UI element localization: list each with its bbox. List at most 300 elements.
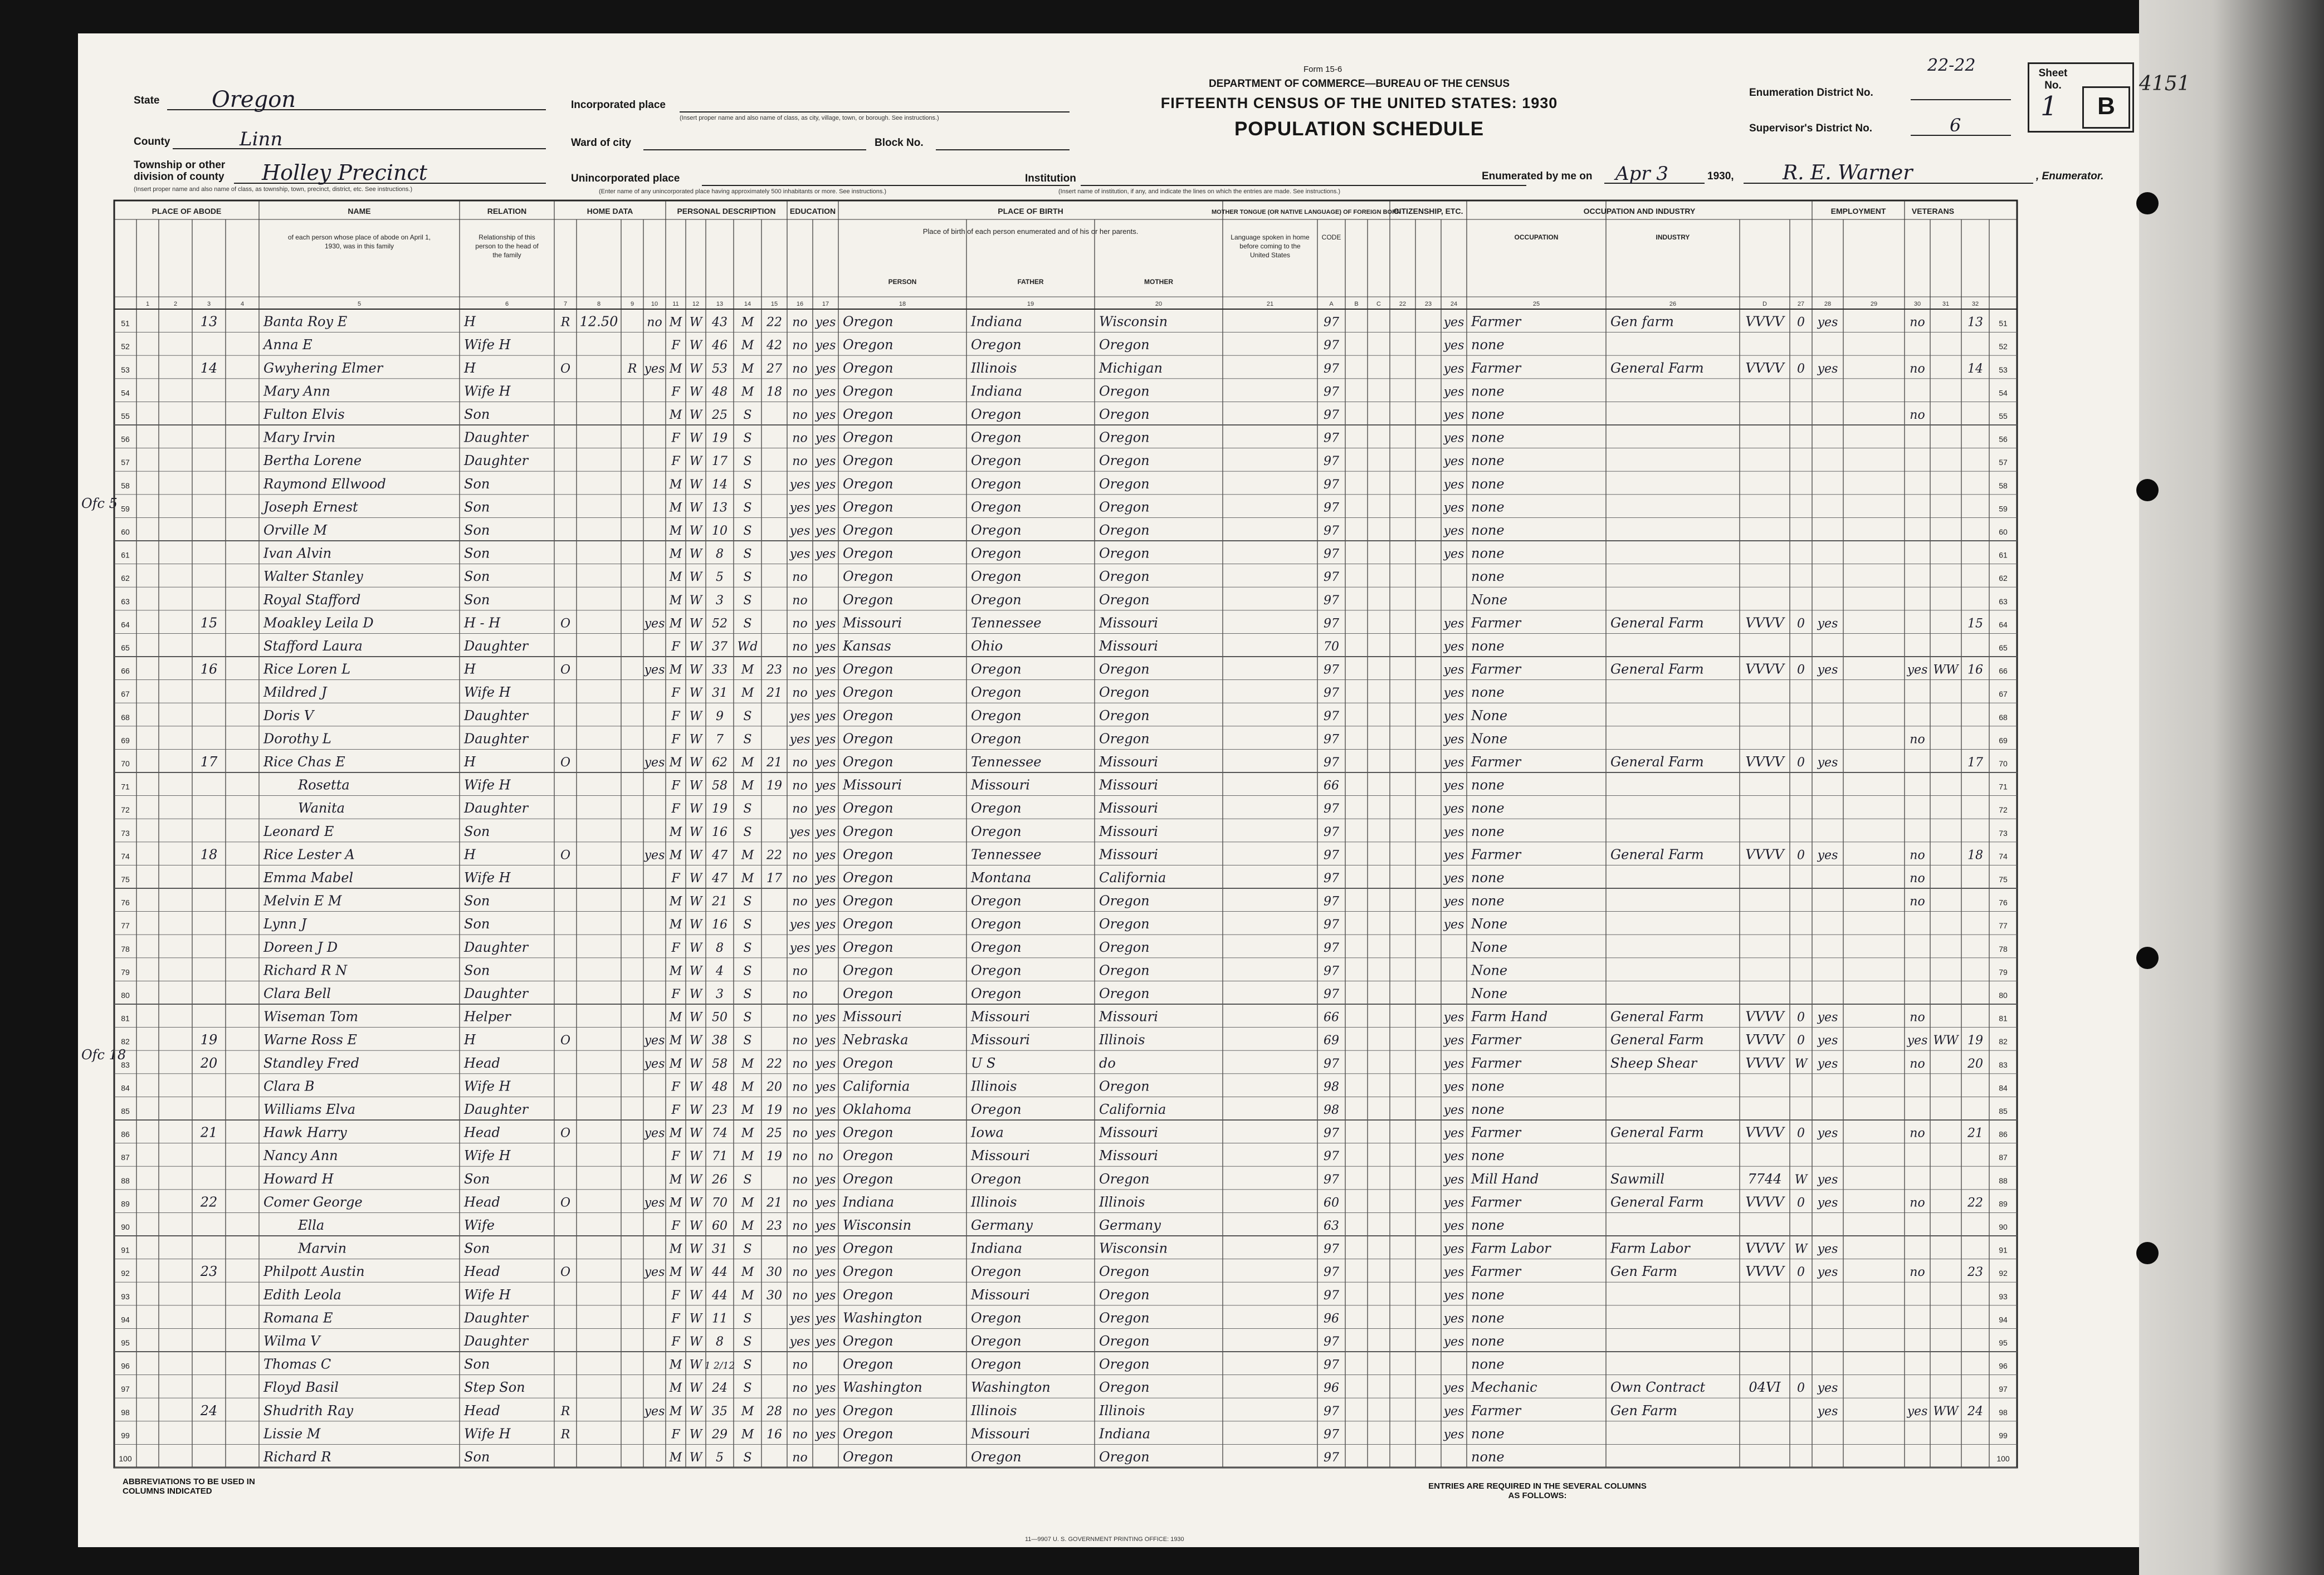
line-number: 80 <box>121 991 130 1000</box>
cell-marital: M <box>741 756 754 770</box>
cell-father: Washington <box>971 1380 1051 1396</box>
cell-race: W <box>689 408 702 422</box>
cell-father: Oregon <box>971 684 1022 701</box>
column-number: 17 <box>822 301 829 307</box>
cell-ind-code: VVVV <box>1745 314 1784 330</box>
column-number: 7 <box>563 301 568 307</box>
cell-farm-no: 24 <box>1967 1404 1983 1419</box>
cell-name: Floyd Basil <box>263 1380 339 1396</box>
cell-sex: F <box>671 431 680 446</box>
unincorporated-note: (Enter name of any unincorporated place having approximately 500 inhabitants or more. See instructions.) <box>599 188 887 195</box>
cell-race: W <box>689 1056 702 1071</box>
cell-sex: M <box>669 524 682 538</box>
cell-english: yes <box>1443 1427 1464 1442</box>
cell-marital: M <box>741 1150 754 1164</box>
cell-class: 0 <box>1797 617 1805 631</box>
cell-marital: S <box>743 408 752 422</box>
line-number: 100 <box>119 1454 132 1463</box>
cell-mother: Illinois <box>1099 1032 1145 1048</box>
cell-occupation: none <box>1471 337 1505 353</box>
cell-code-a: 97 <box>1324 524 1339 538</box>
cell-relation: Wife <box>464 1217 495 1233</box>
cell-sex: M <box>669 894 682 909</box>
cell-tenure: O <box>560 1034 571 1048</box>
cell-mother: Oregon <box>1099 1333 1150 1349</box>
cell-farm: yes <box>644 848 665 863</box>
cell-occupation: none <box>1471 1356 1505 1372</box>
cell-mother: Oregon <box>1099 707 1150 723</box>
cell-school: no <box>792 686 808 701</box>
form-number: Form 15-6 <box>1303 65 1342 74</box>
cell-age-marr: 19 <box>766 1103 782 1117</box>
cell-english: yes <box>1443 918 1464 932</box>
cell-father: Oregon <box>971 453 1022 469</box>
cell-occupation: Farmer <box>1471 1402 1521 1419</box>
column-group-label: PLACE OF BIRTH <box>998 207 1063 216</box>
cell-father: Ohio <box>971 638 1003 654</box>
cell-english: yes <box>1443 756 1464 770</box>
column-group-label: EMPLOYMENT <box>1830 207 1886 216</box>
cell-age: 11 <box>712 1312 728 1326</box>
cell-read: yes <box>815 1335 836 1349</box>
line-number-right: 54 <box>1999 388 2008 398</box>
cell-occupation: none <box>1471 453 1505 469</box>
line-number-right: 67 <box>1999 689 2008 699</box>
cell-age-marr: 21 <box>766 756 782 770</box>
cell-mother: Oregon <box>1099 337 1150 353</box>
cell-pob: Oregon <box>843 1240 894 1256</box>
sheet-side: B <box>2082 86 2130 129</box>
cell-pob: Oregon <box>843 1426 894 1442</box>
cell-english: yes <box>1443 1126 1464 1141</box>
cell-english: yes <box>1443 1034 1464 1048</box>
cell-race: W <box>689 1451 702 1465</box>
cell-relation: Wife H <box>464 870 511 886</box>
cell-occupation: Farmer <box>1471 1124 1521 1141</box>
cell-english: yes <box>1443 1219 1464 1233</box>
cell-sex: M <box>669 570 682 585</box>
cell-code-a: 97 <box>1324 1242 1339 1256</box>
cell-relation: Head <box>464 1055 500 1071</box>
cell-age: 53 <box>712 361 728 376</box>
cell-occupation: Farmer <box>1471 661 1521 677</box>
cell-occupation: none <box>1471 684 1505 701</box>
cell-industry: General Farm <box>1610 615 1704 631</box>
cell-father: Oregon <box>971 962 1022 979</box>
cell-age-marr: 42 <box>766 339 782 353</box>
cell-age: 17 <box>712 454 728 469</box>
enumerated-date: Apr 3 <box>1615 163 1669 185</box>
cell-industry: General Farm <box>1610 1194 1704 1210</box>
cell-mother: Oregon <box>1099 939 1150 955</box>
cell-mother: Missouri <box>1099 1009 1158 1025</box>
cell-read: yes <box>815 547 836 561</box>
cell-code-a: 97 <box>1324 431 1339 446</box>
cell-code-a: 69 <box>1324 1034 1339 1048</box>
cell-english: yes <box>1443 1010 1464 1025</box>
cell-english: yes <box>1443 825 1464 839</box>
cell-relation: Son <box>464 962 490 979</box>
cell-father: Tennessee <box>971 615 1042 631</box>
cell-sex: M <box>669 663 682 677</box>
cell-english: yes <box>1443 1288 1464 1303</box>
cell-code-a: 97 <box>1324 1404 1339 1419</box>
cell-farm: yes <box>644 617 665 631</box>
cell-mother: Oregon <box>1099 1078 1150 1094</box>
cell-at-work: yes <box>1817 361 1838 376</box>
cell-industry: General Farm <box>1610 661 1704 677</box>
cell-pob: Oregon <box>843 499 894 515</box>
cell-marital: S <box>743 1381 752 1396</box>
cell-age: 38 <box>712 1034 728 1048</box>
line-number-right: 71 <box>1999 782 2008 791</box>
cell-marital: S <box>743 593 752 608</box>
cell-father: Oregon <box>971 499 1022 515</box>
cell-sex: F <box>671 1335 680 1349</box>
line-number: 95 <box>121 1338 130 1347</box>
cell-age: 74 <box>712 1126 728 1141</box>
cell-sex: F <box>671 1219 680 1233</box>
cell-pob: Indiana <box>843 1194 895 1210</box>
cell-mother: do <box>1099 1055 1116 1071</box>
cell-farm-no: 18 <box>1967 848 1983 863</box>
cell-age-marr: 27 <box>766 361 782 376</box>
cell-sex: M <box>669 593 682 608</box>
cell-age: 31 <box>712 686 728 701</box>
line-number: 71 <box>121 782 130 791</box>
cell-code-a: 97 <box>1324 315 1339 330</box>
cell-marital: M <box>741 779 754 793</box>
cell-pob: Oklahoma <box>843 1102 912 1117</box>
cell-marital: S <box>743 1034 752 1048</box>
scanner-edge <box>2139 0 2324 1575</box>
cell-school: no <box>792 1288 808 1303</box>
cell-marital: M <box>741 1265 754 1280</box>
cell-read: yes <box>815 779 836 793</box>
cell-race: W <box>689 1288 702 1303</box>
line-number: 54 <box>121 388 130 398</box>
cell-father: Oregon <box>971 1102 1022 1117</box>
cell-relation: H <box>464 314 476 330</box>
line-number: 72 <box>121 805 130 815</box>
cell-mother: Oregon <box>1099 429 1150 446</box>
cell-age-marr: 19 <box>766 779 782 793</box>
cell-age: 13 <box>712 501 728 515</box>
cell-read: yes <box>815 1172 836 1187</box>
cell-father: Oregon <box>971 407 1022 422</box>
cell-school: no <box>792 617 808 631</box>
column-number: 22 <box>1399 301 1407 307</box>
line-number: 68 <box>121 712 130 722</box>
cell-vet: no <box>1910 1126 1925 1141</box>
cell-mother: Oregon <box>1099 661 1150 677</box>
ed-label: Enumeration District No. <box>1749 87 1873 99</box>
cell-tenure: O <box>560 848 571 863</box>
line-number: 52 <box>121 342 130 351</box>
cell-read: yes <box>815 385 836 399</box>
column-subheader: Language spoken in home <box>1231 233 1310 241</box>
cell-sex: M <box>669 1358 682 1372</box>
cell-tenure: R <box>560 315 570 330</box>
cell-english: yes <box>1443 339 1464 353</box>
cell-vet: no <box>1910 1265 1925 1280</box>
cell-farm-no: 16 <box>1967 663 1983 677</box>
cell-occupation: none <box>1471 476 1505 492</box>
cell-school: no <box>792 361 808 376</box>
cell-name: Walter Stanley <box>263 569 363 585</box>
cell-code-a: 97 <box>1324 385 1339 399</box>
cell-vet: no <box>1910 848 1925 863</box>
cell-school: yes <box>789 1335 811 1349</box>
cell-name: Lynn J <box>263 916 307 932</box>
cell-read: yes <box>815 1010 836 1025</box>
cell-occupation: Farmer <box>1471 847 1521 863</box>
cell-dwelling: 15 <box>200 615 218 631</box>
cell-father: Missouri <box>971 1287 1030 1303</box>
cell-code-a: 97 <box>1324 1126 1339 1141</box>
cell-occupation: none <box>1471 1078 1505 1094</box>
cell-age: 19 <box>712 431 728 446</box>
line-number-right: 88 <box>1999 1176 2008 1185</box>
column-number: 24 <box>1450 301 1458 307</box>
cell-vet: no <box>1910 315 1925 330</box>
line-number: 63 <box>121 596 130 606</box>
cell-race: W <box>689 686 702 701</box>
cell-sex: F <box>671 1150 680 1164</box>
cell-relation: Son <box>464 916 490 932</box>
cell-ind-code: VVVV <box>1745 1240 1784 1256</box>
cell-name: Ivan Alvin <box>263 545 332 561</box>
cell-occupation: Mill Hand <box>1471 1171 1539 1187</box>
cell-relation: Wife H <box>464 1426 511 1442</box>
cell-age-marr: 30 <box>766 1265 782 1280</box>
line-number-right: 85 <box>1999 1107 2008 1116</box>
cell-read: yes <box>815 361 836 376</box>
line-number-right: 61 <box>1999 550 2008 560</box>
cell-school: no <box>792 663 808 677</box>
cell-mother: Missouri <box>1099 823 1158 839</box>
cell-relation: Daughter <box>464 1333 529 1349</box>
cell-school: no <box>792 1196 808 1210</box>
cell-english: yes <box>1443 1196 1464 1210</box>
cell-farm: yes <box>644 1404 665 1419</box>
line-number-right: 64 <box>1999 620 2008 629</box>
binder-hole <box>2136 479 2159 501</box>
cell-farm-no: 14 <box>1967 361 1983 376</box>
cell-code-a: 97 <box>1324 941 1339 955</box>
cell-relation: H <box>464 360 476 376</box>
cell-age: 21 <box>712 894 728 909</box>
cell-race: W <box>689 501 702 515</box>
line-number-right: 82 <box>1999 1037 2008 1046</box>
cell-name: Leonard E <box>263 823 334 839</box>
column-number: 27 <box>1797 301 1805 307</box>
cell-school: no <box>792 1080 808 1094</box>
cell-age-marr: 22 <box>766 315 782 330</box>
cell-father: Indiana <box>971 314 1023 330</box>
column-number: 25 <box>1532 301 1540 307</box>
cell-tenure: O <box>560 663 571 677</box>
cell-occupation: none <box>1471 777 1505 793</box>
cell-age: 47 <box>712 848 728 863</box>
cell-race: W <box>689 1358 702 1372</box>
cell-age: 1 2/12 <box>704 1360 735 1372</box>
cell-age: 60 <box>712 1219 728 1233</box>
column-group-label: EDUCATION <box>789 207 836 216</box>
cell-pob: Oregon <box>843 707 894 723</box>
cell-vet: yes <box>1907 1034 1928 1048</box>
cell-name: Bertha Lorene <box>263 453 362 469</box>
cell-relation: Head <box>464 1402 500 1419</box>
cell-marital: M <box>741 663 754 677</box>
cell-occupation: none <box>1471 429 1505 446</box>
cell-age: 44 <box>712 1288 728 1303</box>
cell-code-a: 97 <box>1324 848 1339 863</box>
cell-pob: Oregon <box>843 522 894 538</box>
cell-sex: F <box>671 1288 680 1303</box>
cell-ind-code: VVVV <box>1745 615 1784 631</box>
cell-mother: Oregon <box>1099 453 1150 469</box>
cell-class: 0 <box>1797 361 1805 376</box>
cell-race: W <box>689 663 702 677</box>
cell-name: Wiseman Tom <box>263 1009 358 1025</box>
line-number-right: 92 <box>1999 1269 2008 1278</box>
census-sheet <box>78 33 2190 1547</box>
binder-hole <box>2136 947 2159 969</box>
cell-farm: yes <box>644 663 665 677</box>
cell-code-a: 97 <box>1324 570 1339 585</box>
cell-dwelling: 16 <box>200 661 218 677</box>
cell-name: Orville M <box>263 522 328 538</box>
line-number: 94 <box>121 1315 130 1324</box>
cell-marital: S <box>743 1172 752 1187</box>
line-number-right: 66 <box>1999 666 2008 676</box>
cell-tenure: R <box>560 1404 570 1419</box>
cell-sex: M <box>669 1172 682 1187</box>
cell-pob: Oregon <box>843 569 894 585</box>
cell-english: yes <box>1443 547 1464 561</box>
cell-english: yes <box>1443 802 1464 816</box>
line-number: 74 <box>121 852 130 861</box>
cell-at-work: yes <box>1817 315 1838 330</box>
cell-code-a: 97 <box>1324 686 1339 701</box>
cell-class: W <box>1794 1242 1808 1256</box>
cell-relation: Head <box>464 1194 500 1210</box>
cell-industry: General Farm <box>1610 1009 1704 1025</box>
cell-relation: Daughter <box>464 453 529 469</box>
cell-dwelling: 23 <box>200 1264 218 1280</box>
cell-pob: Oregon <box>843 383 894 399</box>
cell-mother: Oregon <box>1099 916 1150 932</box>
cell-read: yes <box>815 825 836 839</box>
cell-occupation: Farmer <box>1471 314 1521 330</box>
cell-school: no <box>792 848 808 863</box>
cell-race: W <box>689 779 702 793</box>
cell-english: yes <box>1443 1056 1464 1071</box>
cell-farm: yes <box>644 756 665 770</box>
cell-pob: Oregon <box>843 360 894 376</box>
line-number-right: 93 <box>1999 1292 2008 1301</box>
cell-pob: Oregon <box>843 591 894 608</box>
cell-name: Edith Leola <box>263 1287 341 1303</box>
cell-father: Oregon <box>971 916 1022 932</box>
cell-race: W <box>689 872 702 886</box>
cell-at-work: yes <box>1817 663 1838 677</box>
cell-name: Ella <box>298 1217 325 1233</box>
column-number: 9 <box>630 301 634 307</box>
cell-english: yes <box>1443 640 1464 654</box>
cell-mother: Oregon <box>1099 499 1150 515</box>
cell-code-a: 98 <box>1324 1080 1339 1094</box>
column-number: 20 <box>1155 301 1163 307</box>
cell-occupation: none <box>1471 1148 1505 1164</box>
column-subheader: the family <box>492 251 521 259</box>
cell-age-marr: 20 <box>766 1080 782 1094</box>
line-number-right: 79 <box>1999 967 2008 977</box>
cell-father: Oregon <box>971 939 1022 955</box>
cell-race: W <box>689 732 702 747</box>
cell-code-a: 97 <box>1324 802 1339 816</box>
cell-school: yes <box>789 941 811 955</box>
cell-father: Oregon <box>971 731 1022 747</box>
cell-name: Mildred J <box>263 684 327 701</box>
cell-relation: H <box>464 661 476 677</box>
cell-race: W <box>689 1103 702 1117</box>
line-number-right: 86 <box>1999 1129 2008 1139</box>
block-label: Block No. <box>875 137 924 149</box>
cell-pob: California <box>843 1078 910 1094</box>
cell-occupation: Farmer <box>1471 360 1521 376</box>
cell-dwelling: 19 <box>200 1032 218 1048</box>
column-number: D <box>1762 301 1767 307</box>
cell-relation: Daughter <box>464 1310 529 1326</box>
cell-school: no <box>792 593 808 608</box>
column-group-label: CITIZENSHIP, ETC. <box>1393 207 1463 216</box>
cell-relation: Daughter <box>464 638 529 654</box>
sheet-number-box <box>2028 62 2134 133</box>
cell-age: 16 <box>712 825 728 839</box>
line-number: 70 <box>121 759 130 768</box>
cell-marital: S <box>743 1335 752 1349</box>
cell-name: Lissie M <box>263 1426 321 1442</box>
cell-name: Emma Mabel <box>263 870 354 886</box>
column-group-label: PLACE OF ABODE <box>152 207 222 216</box>
cell-at-work: yes <box>1817 848 1838 863</box>
cell-race: W <box>689 1381 702 1396</box>
cell-ind-code: VVVV <box>1745 360 1784 376</box>
cell-school: no <box>792 802 808 816</box>
cell-occupation: none <box>1471 823 1505 839</box>
cell-code-a: 97 <box>1324 1056 1339 1071</box>
cell-relation: Daughter <box>464 429 529 446</box>
cell-english: yes <box>1443 454 1464 469</box>
cell-english: yes <box>1443 361 1464 376</box>
cell-sex: M <box>669 408 682 422</box>
cell-occupation: none <box>1471 1102 1505 1117</box>
line-number: 67 <box>121 689 130 699</box>
cell-mother: Oregon <box>1099 962 1150 979</box>
cell-race: W <box>689 339 702 353</box>
column-number: 30 <box>1913 301 1921 307</box>
cell-code-a: 97 <box>1324 1427 1339 1442</box>
cell-school: no <box>792 1381 808 1396</box>
cell-school: no <box>792 1242 808 1256</box>
cell-relation: Son <box>464 499 490 515</box>
line-number-right: 91 <box>1999 1245 2008 1255</box>
cell-father: Missouri <box>971 1009 1030 1025</box>
cell-tenure: O <box>560 361 571 376</box>
column-number: 3 <box>207 301 211 307</box>
